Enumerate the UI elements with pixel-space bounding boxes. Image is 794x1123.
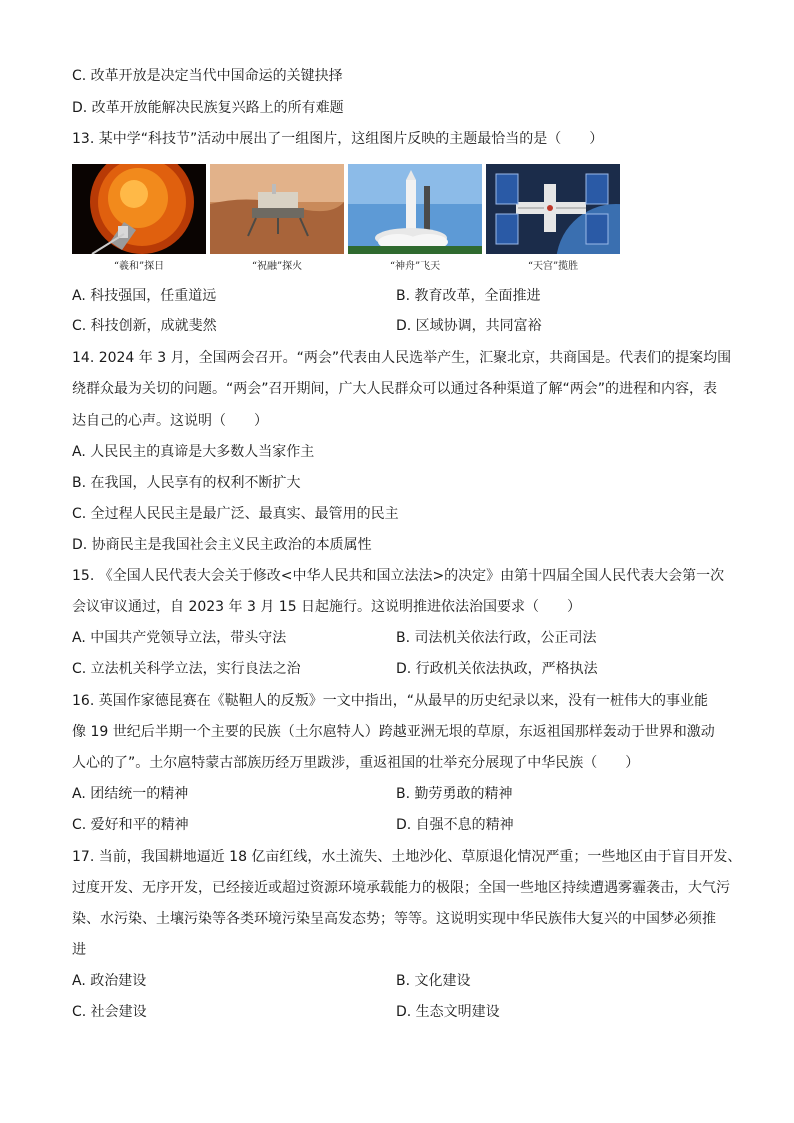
q14-option-c: C. 全过程人民民主是最广泛、最真实、最管用的民主 <box>72 506 399 522</box>
q16-option-c: C. 爱好和平的精神 <box>72 817 189 833</box>
q17-option-d: D. 生态文明建设 <box>396 1004 500 1020</box>
q15-option-a: A. 中国共产党领导立法，带头守法 <box>72 630 287 646</box>
q14-option-d: D. 协商民主是我国社会主义民主政治的本质属性 <box>72 537 372 553</box>
q17-stem-line2: 过度开发、无序开发，已经接近或超过资源环境承载能力的极限；全国一些地区持续遭遇雾霾袭击，大气污 <box>72 880 730 896</box>
q17-stem-line1: 17. 当前，我国耕地逼近 18 亿亩红线，水土流失、土地沙化、草原退化情况严重；一些地区由于盲目开发、 <box>72 849 742 865</box>
q14-stem-line1: 14. 2024 年 3 月，全国两会召开。“两会”代表由人民选举产生，汇聚北京，共商国是。代表们的提案均围 <box>72 350 732 366</box>
q13-option-b: B. 教育改革，全面推进 <box>396 288 541 304</box>
q16-option-d: D. 自强不息的精神 <box>396 817 514 833</box>
q14-stem-line2: 绕群众最为关切的问题。“两会”召开期间，广大人民群众可以通过各种渠道了解“两会”的进程和内容，表 <box>72 381 718 397</box>
q16-stem-line2: 像 19 世纪后半期一个主要的民族（土尔扈特人）跨越亚洲无垠的草原，东返祖国那样轰动于世界和激动 <box>72 724 715 740</box>
q13-option-a: A. 科技强国，任重道远 <box>72 288 217 304</box>
q15-option-b: B. 司法机关依法行政，公正司法 <box>396 630 597 646</box>
q17-option-b: B. 文化建设 <box>396 973 471 989</box>
q14-stem-line3: 达自己的心声。这说明（ ） <box>72 413 268 429</box>
rocket-launch-icon <box>348 164 482 254</box>
q13-image-row <box>72 164 632 274</box>
caption-rocket-launch: “神舟”飞天 <box>389 261 441 272</box>
sun-probe-image <box>72 164 206 254</box>
q14-option-a: A. 人民民主的真谛是大多数人当家作主 <box>72 444 315 460</box>
q15-option-c: C. 立法机关科学立法，实行良法之治 <box>72 661 301 677</box>
caption-mars-rover: “祝融”探火 <box>251 261 303 272</box>
mars-rover-image <box>210 164 344 254</box>
q12-option-d: D. 改革开放能解决民族复兴路上的所有难题 <box>72 100 344 116</box>
space-station-icon <box>486 164 620 254</box>
q16-stem-line1: 16. 英国作家德昆赛在《鞑靼人的反叛》一文中指出，“从最早的历史纪录以来，没有一桩伟大的事业能 <box>72 693 708 709</box>
space-station-image <box>486 164 620 254</box>
q14-option-b: B. 在我国，人民享有的权利不断扩大 <box>72 475 301 491</box>
q17-stem-line4: 进 <box>72 942 86 958</box>
q13-option-c: C. 科技创新，成就斐然 <box>72 318 217 334</box>
q17-option-c: C. 社会建设 <box>72 1004 147 1020</box>
rocket-launch-image <box>348 164 482 254</box>
mars-rover-icon <box>210 164 344 254</box>
q12-option-c: C. 改革开放是决定当代中国命运的关键抉择 <box>72 68 343 84</box>
q17-stem-line3: 染、水污染、土壤污染等各类环境污染呈高发态势；等等。这说明实现中华民族伟大复兴的中国梦必须推 <box>72 911 716 927</box>
q15-stem-line1: 15. 《全国人民代表大会关于修改<中华人民共和国立法法>的决定》由第十四届全国人民代表大会第一次 <box>72 568 725 584</box>
sun-probe-icon <box>72 164 206 254</box>
q16-option-a: A. 团结统一的精神 <box>72 786 189 802</box>
q16-option-b: B. 勤劳勇敢的精神 <box>396 786 513 802</box>
q15-option-d: D. 行政机关依法执政，严格执法 <box>396 661 598 677</box>
q15-stem-line2: 会议审议通过，自 2023 年 3 月 15 日起施行。这说明推进依法治国要求（ ） <box>72 599 582 615</box>
q13-option-d: D. 区域协调，共同富裕 <box>396 318 542 334</box>
q16-stem-line3: 人心的了”。土尔扈特蒙古部族历经万里跋涉，重返祖国的壮举充分展现了中华民族（ ） <box>72 755 640 771</box>
q17-option-a: A. 政治建设 <box>72 973 147 989</box>
caption-sun-probe: “羲和”探日 <box>113 261 165 272</box>
caption-space-station: “天宫”揽胜 <box>527 261 579 272</box>
q13-stem: 13. 某中学“科技节”活动中展出了一组图片，这组图片反映的主题最恰当的是（ ） <box>72 131 604 147</box>
